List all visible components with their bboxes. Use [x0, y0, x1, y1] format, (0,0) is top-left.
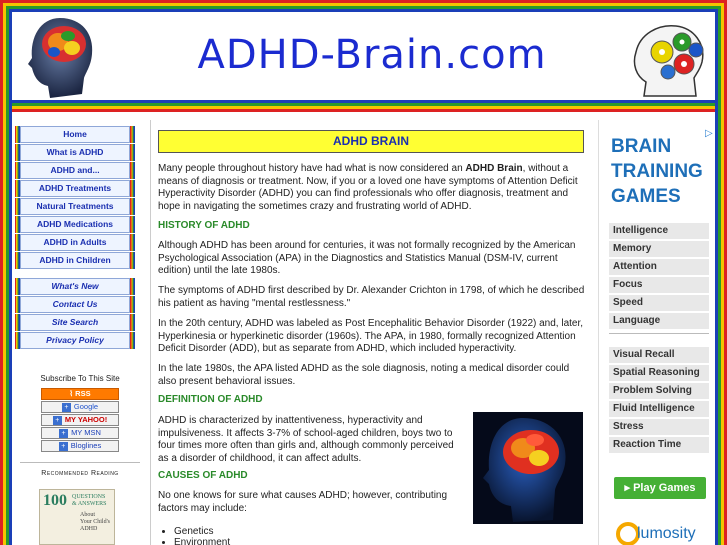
ad-choices-icon[interactable]: ▷: [705, 128, 713, 139]
skills-divider: [609, 333, 709, 334]
ad-sidebar: [598, 120, 715, 545]
book-cover[interactable]: [39, 489, 115, 545]
nav-adhd-treatments[interactable]: ADHD Treatments: [20, 180, 130, 197]
rss-feed-button[interactable]: [41, 388, 119, 400]
nav-adhd-and[interactable]: ADHD and...: [20, 162, 130, 179]
recommended-divider: [20, 462, 140, 463]
google-label: Google: [73, 402, 99, 411]
history-paragraph-4: In the late 1980s, the APA listed ADHD as the sole diagnosis, noting a medical disorder could also present behavioral issues.: [158, 363, 570, 387]
nav-what-is-adhd[interactable]: What is ADHD: [20, 144, 130, 161]
yahoo-label: MY YAHOO!: [64, 415, 108, 424]
causes-list: [174, 526, 230, 545]
causes-heading: CAUSES OF ADHD: [158, 470, 248, 481]
rss-label: RSS: [75, 389, 91, 398]
skill-intelligence[interactable]: Intelligence: [609, 223, 709, 239]
definition-paragraph: ADHD is characterized by inattentiveness, hyperactivity and impulsiveness. It affects 3-7% of school-aged children, boys two to four times more often than girls and, although commonly perceived as a disorder of childhood, it can affect adults.: [158, 415, 454, 464]
nav-whats-new[interactable]: What's New: [20, 278, 130, 295]
page-title: ADHD BRAIN: [158, 130, 584, 153]
bloglines-label: Bloglines: [70, 441, 102, 450]
plus-icon: +: [53, 416, 62, 425]
plus-icon: +: [59, 442, 68, 451]
causes-paragraph: No one knows for sure what causes ADHD; however, contributing factors may include:: [158, 490, 448, 514]
nav-adhd-in-children[interactable]: ADHD in Children: [20, 252, 130, 269]
subscribe-title: Subscribe To This Site: [40, 374, 120, 383]
google-feed-button[interactable]: [41, 401, 119, 413]
list-item: • Environment: [174, 537, 230, 545]
msn-label: MY MSN: [71, 428, 101, 437]
plus-icon: +: [62, 403, 71, 412]
msn-feed-button[interactable]: [41, 427, 119, 439]
skill-attention[interactable]: Attention: [609, 259, 709, 275]
history-heading: HISTORY OF ADHD: [158, 220, 250, 231]
bloglines-feed-button[interactable]: [41, 440, 119, 452]
history-paragraph-3: In the 20th century, ADHD was labeled as Post Encephalitic Behavior Disorder (1922) and, later, Hyperkinesia or hyperkinetic disorder (1960s). The APA, in 1980, formally recognized Attention Deficit Disorder (ADD), but as separate from ADHD, which included hyperactivity.: [158, 318, 584, 354]
skill-visual-recall[interactable]: Visual Recall: [609, 347, 709, 363]
list-item: • Genetics: [174, 526, 230, 537]
brain-head-logo: [20, 14, 100, 100]
definition-heading: DEFINITION OF ADHD: [158, 394, 263, 405]
site-title[interactable]: ADHD-Brain.com: [197, 32, 547, 78]
nav-natural-treatments[interactable]: Natural Treatments: [20, 198, 130, 215]
book-subtitle: About Your Child's ADHD: [80, 512, 110, 532]
nav-privacy-policy[interactable]: Privacy Policy: [20, 332, 130, 349]
nav-site-search[interactable]: Site Search: [20, 314, 130, 331]
skill-spatial-reasoning[interactable]: Spatial Reasoning: [609, 365, 709, 381]
recommended-title: Recommended Reading: [41, 470, 119, 477]
plus-icon: +: [59, 429, 68, 438]
rss-icon: ⌇: [69, 389, 76, 398]
primary-nav: [20, 126, 130, 270]
skill-memory[interactable]: Memory: [609, 241, 709, 257]
history-paragraph-1: Although ADHD has been around for centuries, it was not formally recognized by the American Psychological Association (APA) in the Diagnostics and Statistics Manual (DSM-IV, current edition) until the late 1980s.: [158, 240, 576, 276]
skill-stress[interactable]: Stress: [609, 419, 709, 435]
main-content: [150, 120, 592, 545]
skill-language[interactable]: Language: [609, 313, 709, 329]
lumosity-brand[interactable]: lumosity: [637, 525, 696, 542]
book-number: 100: [43, 492, 67, 509]
brain-scan-image: [473, 412, 583, 524]
gears-head-logo: [624, 16, 710, 100]
nav-adhd-in-adults[interactable]: ADHD in Adults: [20, 234, 130, 251]
skill-reaction-time[interactable]: Reaction Time: [609, 437, 709, 453]
yahoo-feed-button[interactable]: [41, 414, 119, 426]
history-paragraph-2: The symptoms of ADHD first described by Dr. Alexander Crichton in 1798, of which he described his patient as having "mental restlessness.": [158, 285, 585, 309]
book-title: QUESTIONS & ANSWERS: [72, 494, 107, 507]
intro-bold: ADHD Brain: [465, 163, 523, 174]
left-sidebar: [12, 112, 148, 545]
nav-contact-us[interactable]: Contact Us: [20, 296, 130, 313]
nav-home[interactable]: Home: [20, 126, 130, 143]
secondary-nav: [20, 278, 130, 350]
skill-focus[interactable]: Focus: [609, 277, 709, 293]
site-header: [12, 12, 715, 102]
header-divider: [12, 100, 715, 112]
play-games-button[interactable]: ▸ Play Games: [614, 477, 706, 499]
skill-fluid-intelligence[interactable]: Fluid Intelligence: [609, 401, 709, 417]
skill-speed[interactable]: Speed: [609, 295, 709, 311]
nav-adhd-medications[interactable]: ADHD Medications: [20, 216, 130, 233]
ad-title[interactable]: BRAIN TRAINING GAMES: [611, 136, 703, 207]
skill-problem-solving[interactable]: Problem Solving: [609, 383, 709, 399]
intro-paragraph: Many people throughout history have had what is now considered an ADHD Brain, without a means of diagnosis or treatment. Now, if you or a loved one have symptoms of Attention Deficit Hyperactivity Disorder (ADHD) you can find professionals who offer diagnosis, treatment and hope in navigating the sometimes crazy and frustrating world of ADHD.: [158, 163, 578, 212]
